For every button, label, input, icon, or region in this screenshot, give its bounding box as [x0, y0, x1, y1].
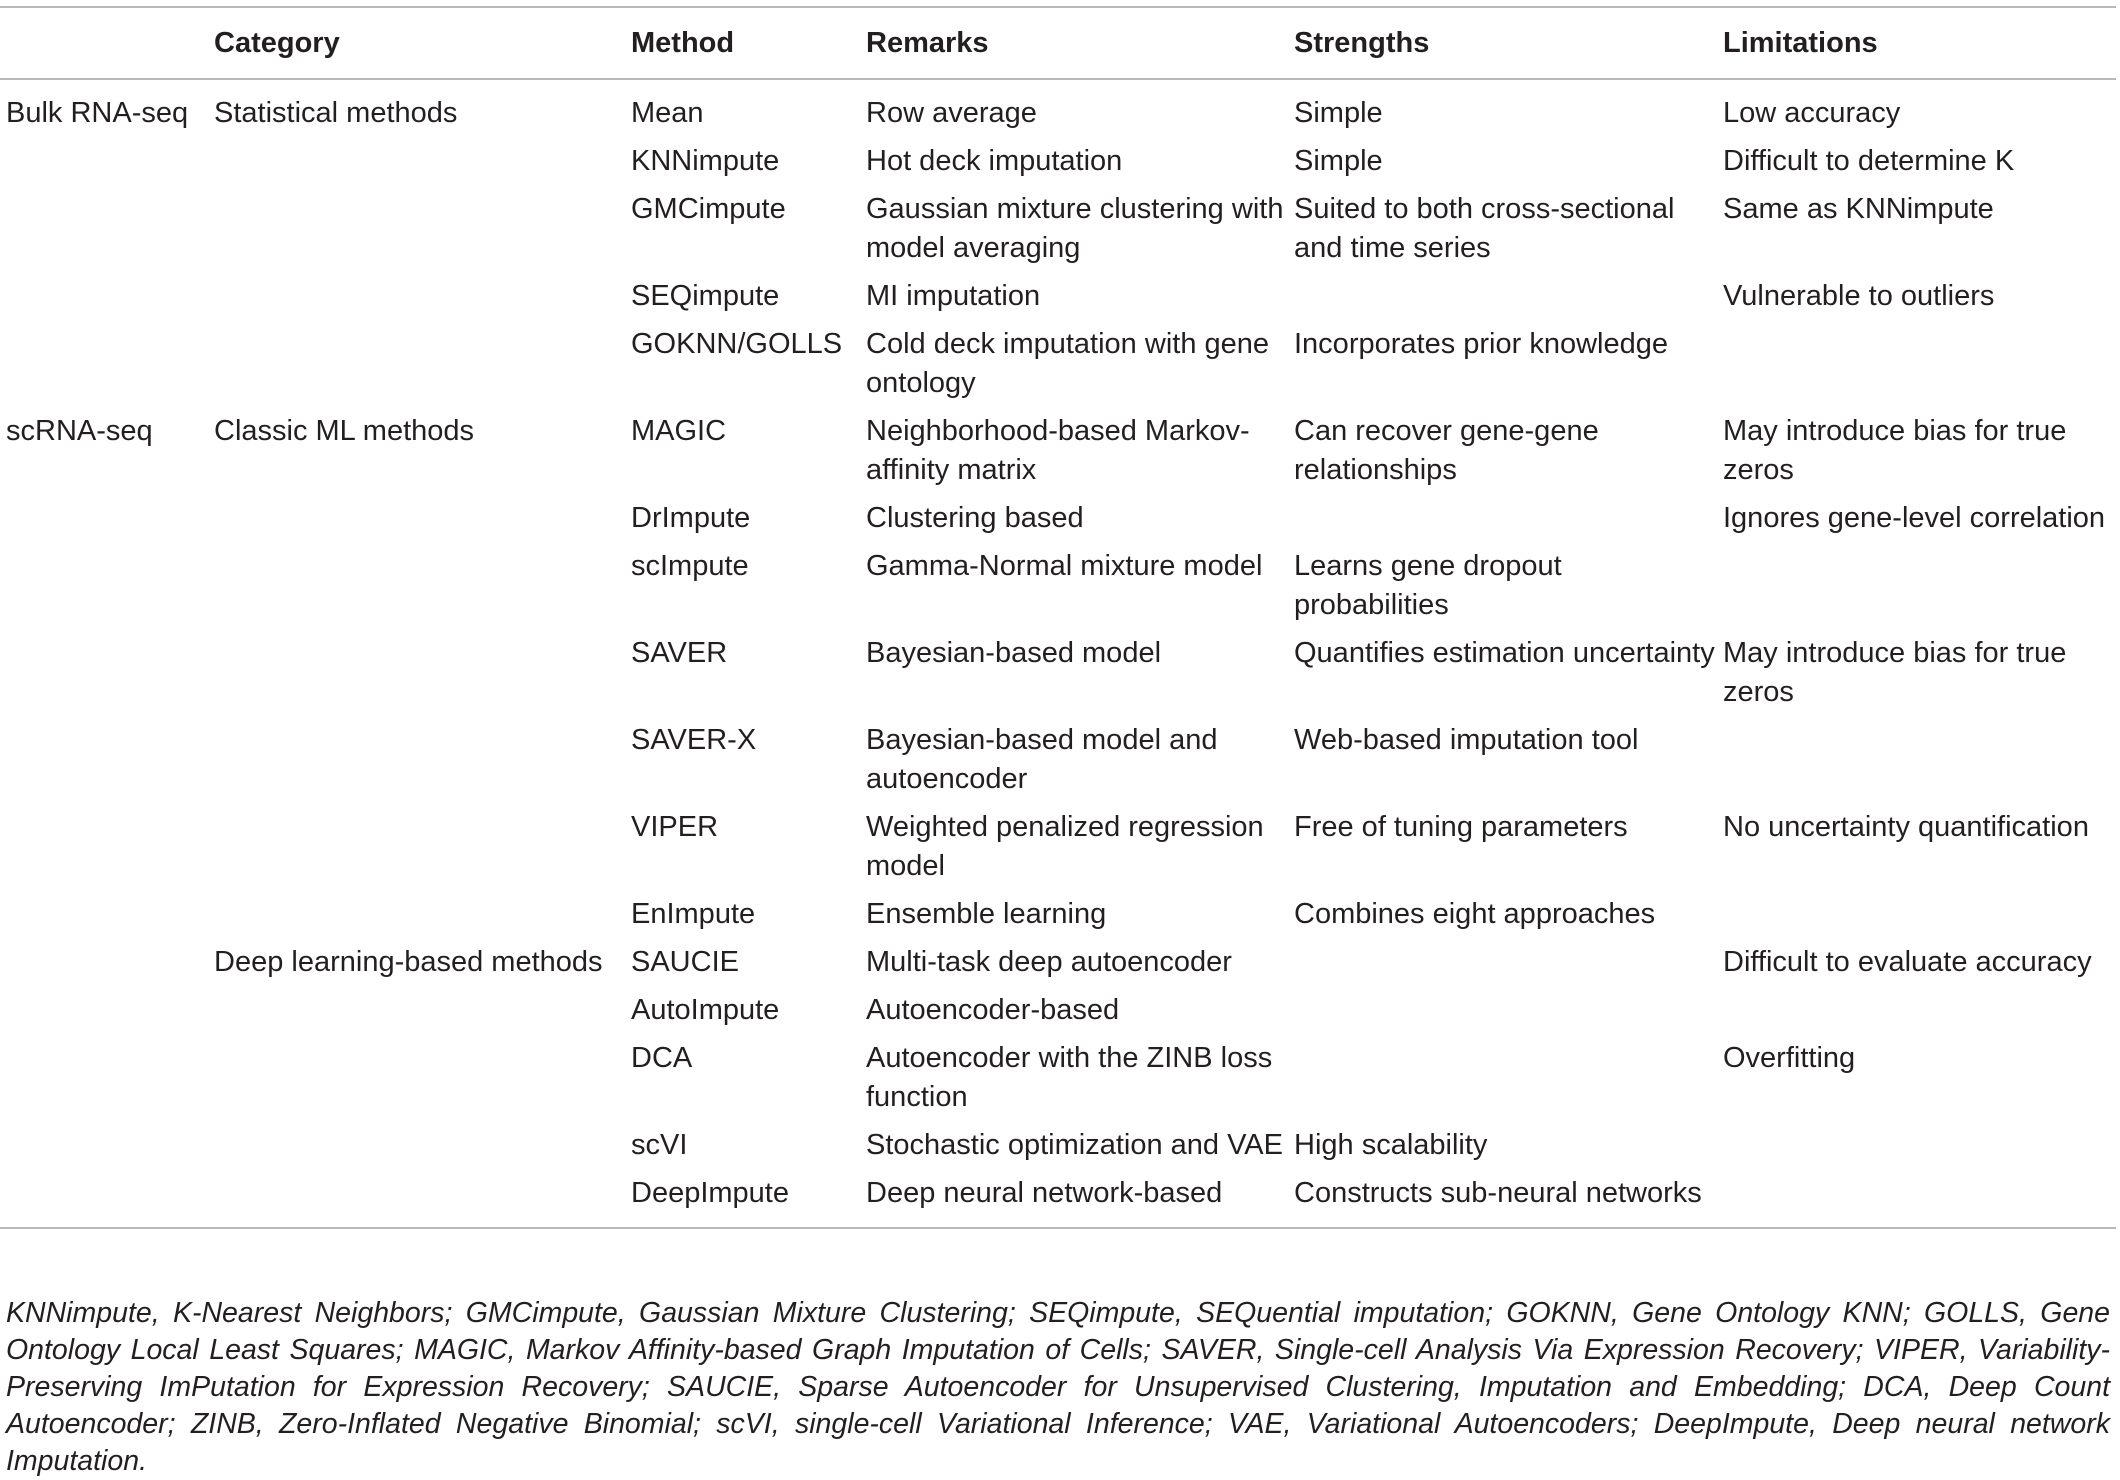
cell-strengths: High scalability	[1294, 1129, 1488, 1161]
cell-method: Mean	[631, 97, 704, 129]
cell-category	[208, 542, 625, 629]
cell-limitations: Vulnerable to outliers	[1723, 280, 1995, 312]
table-row	[0, 272, 2116, 320]
cell-remarks: Gaussian mixture clustering with model averaging	[866, 193, 1284, 264]
cell-strengths: Combines eight approaches	[1294, 898, 1656, 930]
cell-strengths: Free of tuning parameters	[1294, 811, 1628, 843]
cell-method: AutoImpute	[631, 994, 780, 1026]
cell-category	[208, 494, 625, 542]
cell-method: VIPER	[631, 811, 719, 843]
cell-data-type	[0, 137, 208, 185]
cell-method: EnImpute	[631, 898, 756, 930]
cell-data-type	[0, 716, 208, 803]
cell-category	[208, 629, 625, 716]
cell-data-type	[0, 986, 208, 1034]
cell-strengths: Quantifies estimation uncertainty	[1294, 637, 1715, 669]
cell-strengths: Web-based imputation tool	[1294, 724, 1639, 756]
cell-limitations: Overfitting	[1723, 1042, 1856, 1074]
cell-category: Classic ML methods	[214, 415, 475, 447]
cell-remarks: Neighborhood-based Markov-affinity matrix	[866, 415, 1250, 486]
cell-method: KNNimpute	[631, 145, 780, 177]
table-row	[0, 803, 2116, 890]
cell-remarks: Bayesian-based model and autoencoder	[866, 724, 1218, 795]
cell-method: SAVER	[631, 637, 728, 669]
table-body	[0, 79, 2116, 1228]
cell-strengths: Suited to both cross-sectional and time series	[1294, 193, 1675, 264]
header-row	[0, 7, 2116, 79]
cell-remarks: Row average	[866, 97, 1037, 129]
cell-limitations: Low accuracy	[1723, 97, 1901, 129]
cell-limitations	[1717, 1169, 2116, 1228]
cell-strengths: Incorporates prior knowledge	[1294, 328, 1668, 360]
header-cell-data-type	[0, 7, 208, 79]
table-row	[0, 79, 2116, 137]
cell-category	[208, 137, 625, 185]
cell-category	[208, 1169, 625, 1228]
table-row	[0, 1034, 2116, 1121]
cell-strengths: Learns gene dropout probabilities	[1294, 550, 1562, 621]
cell-remarks: Autoencoder with the ZINB loss function	[866, 1042, 1273, 1113]
cell-data-type	[0, 803, 208, 890]
table-row	[0, 542, 2116, 629]
cell-data-type	[0, 890, 208, 938]
cell-remarks: Weighted penalized regression model	[866, 811, 1264, 882]
cell-data-type	[0, 629, 208, 716]
cell-remarks: Deep neural network-based	[866, 1177, 1223, 1209]
cell-method: SAUCIE	[631, 946, 739, 978]
cell-limitations	[1717, 716, 2116, 803]
cell-remarks: Bayesian-based model	[866, 637, 1162, 669]
cell-limitations	[1717, 986, 2116, 1034]
cell-strengths: Simple	[1294, 97, 1383, 129]
cell-limitations: May introduce bias for true zeros	[1723, 637, 2067, 708]
cell-data-type	[0, 938, 208, 986]
table-row	[0, 986, 2116, 1034]
cell-data-type	[0, 1034, 208, 1121]
cell-data-type	[0, 1169, 208, 1228]
cell-category	[208, 986, 625, 1034]
table-row	[0, 938, 2116, 986]
table-row	[0, 320, 2116, 407]
table-row	[0, 890, 2116, 938]
cell-category: Deep learning-based methods	[214, 946, 603, 978]
cell-method: scImpute	[631, 550, 749, 582]
cell-remarks: Hot deck imputation	[866, 145, 1123, 177]
cell-limitations: No uncertainty quantification	[1723, 811, 2089, 843]
cell-limitations: Ignores gene-level correlation	[1723, 502, 2106, 534]
cell-method: GOKNN/GOLLS	[631, 328, 843, 360]
cell-method: GMCimpute	[631, 193, 786, 225]
cell-limitations: Same as KNNimpute	[1723, 193, 1994, 225]
cell-category: Statistical methods	[214, 97, 458, 129]
cell-limitations	[1717, 542, 2116, 629]
cell-category	[208, 1034, 625, 1121]
cell-strengths: Simple	[1294, 145, 1383, 177]
cell-strengths	[1288, 986, 1717, 1034]
header-cell-limitations: Limitations	[1723, 26, 1878, 59]
cell-remarks: Ensemble learning	[866, 898, 1107, 930]
cell-category	[208, 1121, 625, 1169]
cell-category	[208, 890, 625, 938]
cell-remarks: Stochastic optimization and VAE	[866, 1129, 1283, 1161]
cell-category	[208, 803, 625, 890]
table-row	[0, 629, 2116, 716]
table-row	[0, 494, 2116, 542]
cell-remarks: Cold deck imputation with gene ontology	[866, 328, 1270, 399]
cell-method: DCA	[631, 1042, 693, 1074]
table-row	[0, 716, 2116, 803]
cell-method: MAGIC	[631, 415, 727, 447]
cell-category	[208, 185, 625, 272]
table-row	[0, 1121, 2116, 1169]
methods-table	[0, 6, 2116, 1229]
cell-method: DeepImpute	[631, 1177, 789, 1209]
header-cell-category: Category	[214, 26, 340, 59]
header-cell-remarks: Remarks	[866, 26, 989, 59]
cell-remarks: Clustering based	[866, 502, 1084, 534]
cell-method: DrImpute	[631, 502, 751, 534]
cell-method: scVI	[631, 1129, 688, 1161]
cell-data-type	[0, 272, 208, 320]
header-cell-method: Method	[631, 26, 735, 59]
cell-category	[208, 320, 625, 407]
cell-strengths	[1288, 1034, 1717, 1121]
cell-limitations	[1717, 890, 2116, 938]
cell-data-type	[0, 320, 208, 407]
cell-data-type	[0, 542, 208, 629]
table-row	[0, 185, 2116, 272]
table-row	[0, 1169, 2116, 1228]
cell-method: SAVER-X	[631, 724, 757, 756]
cell-limitations: Difficult to evaluate accuracy	[1723, 946, 2092, 978]
header-cell-strengths: Strengths	[1294, 26, 1430, 59]
cell-data-type: Bulk RNA-seq	[6, 97, 189, 129]
cell-limitations	[1717, 1121, 2116, 1169]
cell-data-type	[0, 494, 208, 542]
cell-strengths: Can recover gene-gene relationships	[1294, 415, 1599, 486]
cell-data-type	[0, 185, 208, 272]
cell-category	[208, 272, 625, 320]
cell-strengths	[1288, 272, 1717, 320]
cell-limitations: May introduce bias for true zeros	[1723, 415, 2067, 486]
table-row	[0, 407, 2116, 494]
cell-strengths	[1288, 938, 1717, 986]
cell-remarks: Autoencoder-based	[866, 994, 1120, 1026]
table-header	[0, 7, 2116, 79]
table-footnote: KNNimpute, K-Nearest Neighbors; GMCimpute, Gaussian Mixture Clustering; SEQimpute, SEQuential imputation; GOKNN, Gene Ontology KNN; GOLLS, Gene Ontology Local Least Squares; MAGIC, Markov Affinity-based Graph Imputation of Cells; SAVER, Single-cell Analysis Via Expression Recovery; VIPER, Variability-Preserving ImPutation for Expression Recovery; SAUCIE, Sparse Autoencoder for Unsupervised Clustering, Imputation and Embedding; DCA, Deep Count Autoencoder; ZINB, Zero-Inflated Negative Binomial; scVI, single-cell Variational Inference; VAE, Variational Autoencoders; DeepImpute, Deep neural network Imputation.	[6, 1297, 2110, 1477]
cell-data-type: scRNA-seq	[6, 415, 153, 447]
cell-strengths	[1288, 494, 1717, 542]
cell-category	[208, 716, 625, 803]
cell-limitations	[1717, 320, 2116, 407]
cell-data-type	[0, 1121, 208, 1169]
table-row	[0, 137, 2116, 185]
cell-remarks: Multi-task deep autoencoder	[866, 946, 1232, 978]
cell-remarks: Gamma-Normal mixture model	[866, 550, 1263, 582]
cell-method: SEQimpute	[631, 280, 780, 312]
cell-strengths: Constructs sub-neural networks	[1294, 1177, 1702, 1209]
cell-limitations: Difficult to determine K	[1723, 145, 2015, 177]
cell-remarks: MI imputation	[866, 280, 1041, 312]
